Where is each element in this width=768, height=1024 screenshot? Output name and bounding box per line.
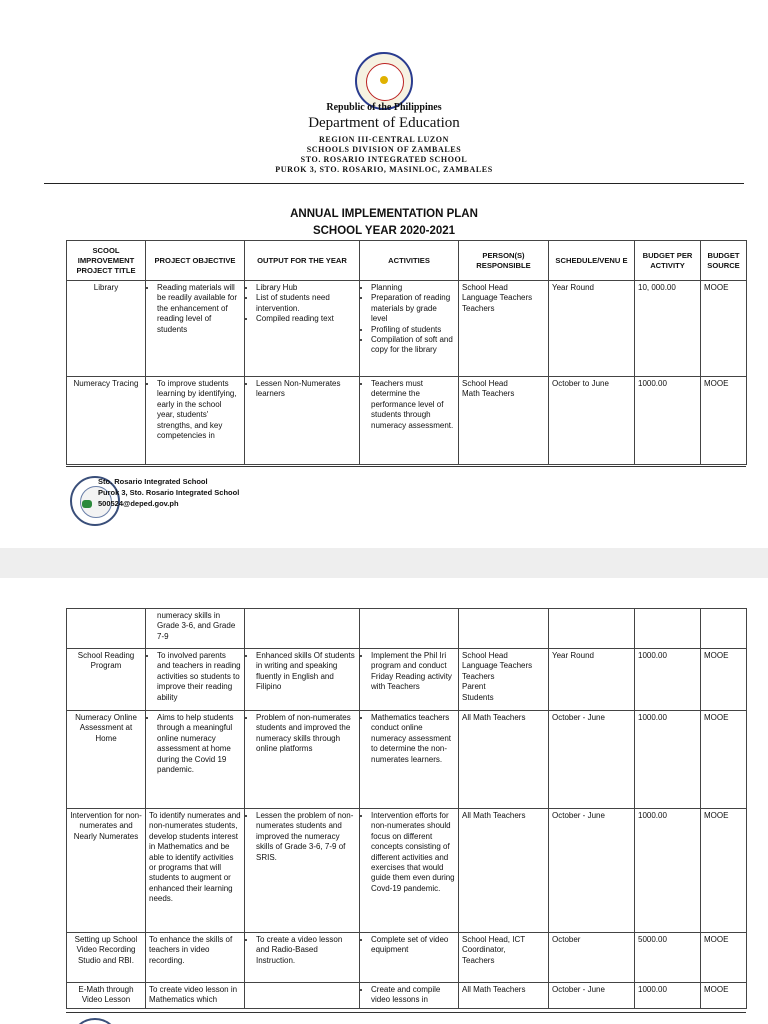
persons-cell: School Head Language Teachers Teachers (459, 281, 549, 377)
schedule-cell: October to June (549, 377, 635, 465)
output-cell: • Lessen Non-Numerates learners (245, 377, 360, 465)
activities-cell: • Intervention efforts for non-numerates should focus on different concepts consisting of different activities and exercises that would guide them even during Covd-19 pandemic. (360, 809, 459, 933)
schedule-cell: October - June (549, 809, 635, 933)
project-title-cell: Numeracy Tracing (67, 377, 146, 465)
project-title-cell: E-Math through Video Lesson (67, 983, 146, 1009)
column-header: ACTIVITIES (360, 241, 459, 281)
table-row (67, 377, 747, 465)
project-title-cell: Setting up School Video Recording Studio and RBI. (67, 933, 146, 983)
column-header: OUTPUT FOR THE YEAR (245, 241, 360, 281)
output-cell (245, 983, 360, 1009)
column-header: SCHEDULE/VENU E (549, 241, 635, 281)
plan-table-page-2 (66, 608, 747, 1009)
project-title-cell: Library (67, 281, 146, 377)
objective-cell: To create video lesson in Mathematics which (146, 983, 245, 1009)
output-cell: • To create a video lesson and Radio-Based Instruction. (245, 933, 360, 983)
project-title-cell: Numeracy Online Assessment at Home (67, 711, 146, 809)
school-line: STO. ROSARIO INTEGRATED SCHOOL (300, 155, 468, 164)
objective-cell: • To improve students learning by identifying, early in the school year, students' strengths, and key competencies in (146, 377, 245, 465)
project-title-cell (67, 609, 146, 649)
footer-rule (66, 1012, 746, 1013)
column-header: PERSON(S) RESPONSIBLE (459, 241, 549, 281)
footer-rule (66, 466, 746, 467)
department-title: Department of Education (308, 115, 460, 131)
budget-cell: 1000.00 (635, 983, 701, 1009)
header-rule (44, 183, 744, 184)
objective-cell: To enhance the skills of teachers in video recording. (146, 933, 245, 983)
activities-cell: • Mathematics teachers conduct online numeracy assessment to determine the non-numerates learners. (360, 711, 459, 809)
schedule-cell: October - June (549, 711, 635, 809)
table-row (67, 933, 747, 983)
footer-school: Sto. Rosario Integrated School (98, 477, 208, 486)
source-cell: MOOE (701, 649, 747, 711)
table-row (67, 983, 747, 1009)
persons-cell: All Math Teachers (459, 711, 549, 809)
table-row (67, 711, 747, 809)
persons-cell: School Head Math Teachers (459, 377, 549, 465)
division-line: SCHOOLS DIVISION OF ZAMBALES (306, 145, 462, 154)
budget-cell: 1000.00 (635, 711, 701, 809)
table-header-row (67, 241, 747, 281)
output-cell: • Problem of non-numerates students and improved the numeracy skills through online platforms (245, 711, 360, 809)
school-seal-icon (70, 1018, 120, 1024)
column-header: BUDGET SOURCE (701, 241, 747, 281)
republic-line: Republic of the Philippines (326, 102, 442, 113)
objective-cell: • Reading materials will be readily available for the enhancement of reading level of students (146, 281, 245, 377)
region-line: REGION III-CENTRAL LUZON (319, 135, 449, 144)
source-cell: MOOE (701, 281, 747, 377)
schedule-cell: Year Round (549, 281, 635, 377)
budget-cell: 5000.00 (635, 933, 701, 983)
output-cell: • Lessen the problem of non-numerates students and improved the numeracy skills of Grade 3-6, 7-9 of SRIS. (245, 809, 360, 933)
objective-cell: To identify numerates and non-numerates students, develop students interest in Mathematics and be able to identify activities or programs that will students to augment or enhanced their learning needs. (146, 809, 245, 933)
project-title-cell: School Reading Program (67, 649, 146, 711)
objective-cell: • Aims to help students through a meaningful online numeracy assessment at home during the Covid 19 pandemic. (146, 711, 245, 809)
objective-cell: • To involved parents and teachers in reading activities so students to improve their reading ability (146, 649, 245, 711)
persons-cell: All Math Teachers (459, 809, 549, 933)
footer-address: Purok 3, Sto. Rosario Integrated School (98, 488, 240, 497)
source-cell: MOOE (701, 933, 747, 983)
persons-cell: School Head Language Teachers Teachers Parent Students (459, 649, 549, 711)
table-row (67, 649, 747, 711)
column-header: SCOOL IMPROVEMENT PROJECT TITLE (67, 241, 146, 281)
source-cell: MOOE (701, 377, 747, 465)
schedule-cell: October (549, 933, 635, 983)
project-title-cell: Intervention for non-numerates and Nearly Numerates (67, 809, 146, 933)
source-cell: MOOE (701, 983, 747, 1009)
column-header: PROJECT OBJECTIVE (146, 241, 245, 281)
persons-cell: School Head, ICT Coordinator, Teachers (459, 933, 549, 983)
plan-subtitle: SCHOOL YEAR 2020-2021 (312, 225, 456, 237)
column-header: BUDGET PER ACTIVITY (635, 241, 701, 281)
budget-cell: 10, 000.00 (635, 281, 701, 377)
activities-cell: • Create and compile video lessons in (360, 983, 459, 1009)
schedule-cell: October - June (549, 983, 635, 1009)
schedule-cell: Year Round (549, 649, 635, 711)
footer-email[interactable]: 500524@deped.gov.ph (98, 499, 179, 508)
source-cell: MOOE (701, 711, 747, 809)
activities-cell: • Complete set of video equipment (360, 933, 459, 983)
address-line: PUROK 3, STO. ROSARIO, MASINLOC, ZAMBALES (275, 165, 493, 174)
objective-cell: numeracy skills in Grade 3-6, and Grade 7-9 (146, 609, 245, 649)
source-cell: MOOE (701, 809, 747, 933)
budget-cell: 1000.00 (635, 377, 701, 465)
table-row (67, 809, 747, 933)
output-cell: • Enhanced skills Of students in writing and speaking fluently in English and Filipino (245, 649, 360, 711)
activities-cell: • Teachers must determine the performance level of students through numeracy assessment. (360, 377, 459, 465)
activities-cell: • Implement the Phil Iri program and conduct Friday Reading activity with Teachers (360, 649, 459, 711)
footer-contact (98, 476, 239, 509)
activities-cell: • Planning • Preparation of reading materials by grade level • Profiling of students • Compilation of soft and copy for the library (360, 281, 459, 377)
document-page-2 (0, 578, 768, 1024)
persons-cell: All Math Teachers (459, 983, 549, 1009)
plan-title: ANNUAL IMPLEMENTATION PLAN (290, 208, 478, 220)
budget-cell: 1000.00 (635, 809, 701, 933)
table-row (67, 281, 747, 377)
plan-table-page-1 (66, 240, 747, 465)
output-cell: • Library Hub • List of students need intervention. • Compiled reading text (245, 281, 360, 377)
table-row (67, 609, 747, 649)
budget-cell: 1000.00 (635, 649, 701, 711)
